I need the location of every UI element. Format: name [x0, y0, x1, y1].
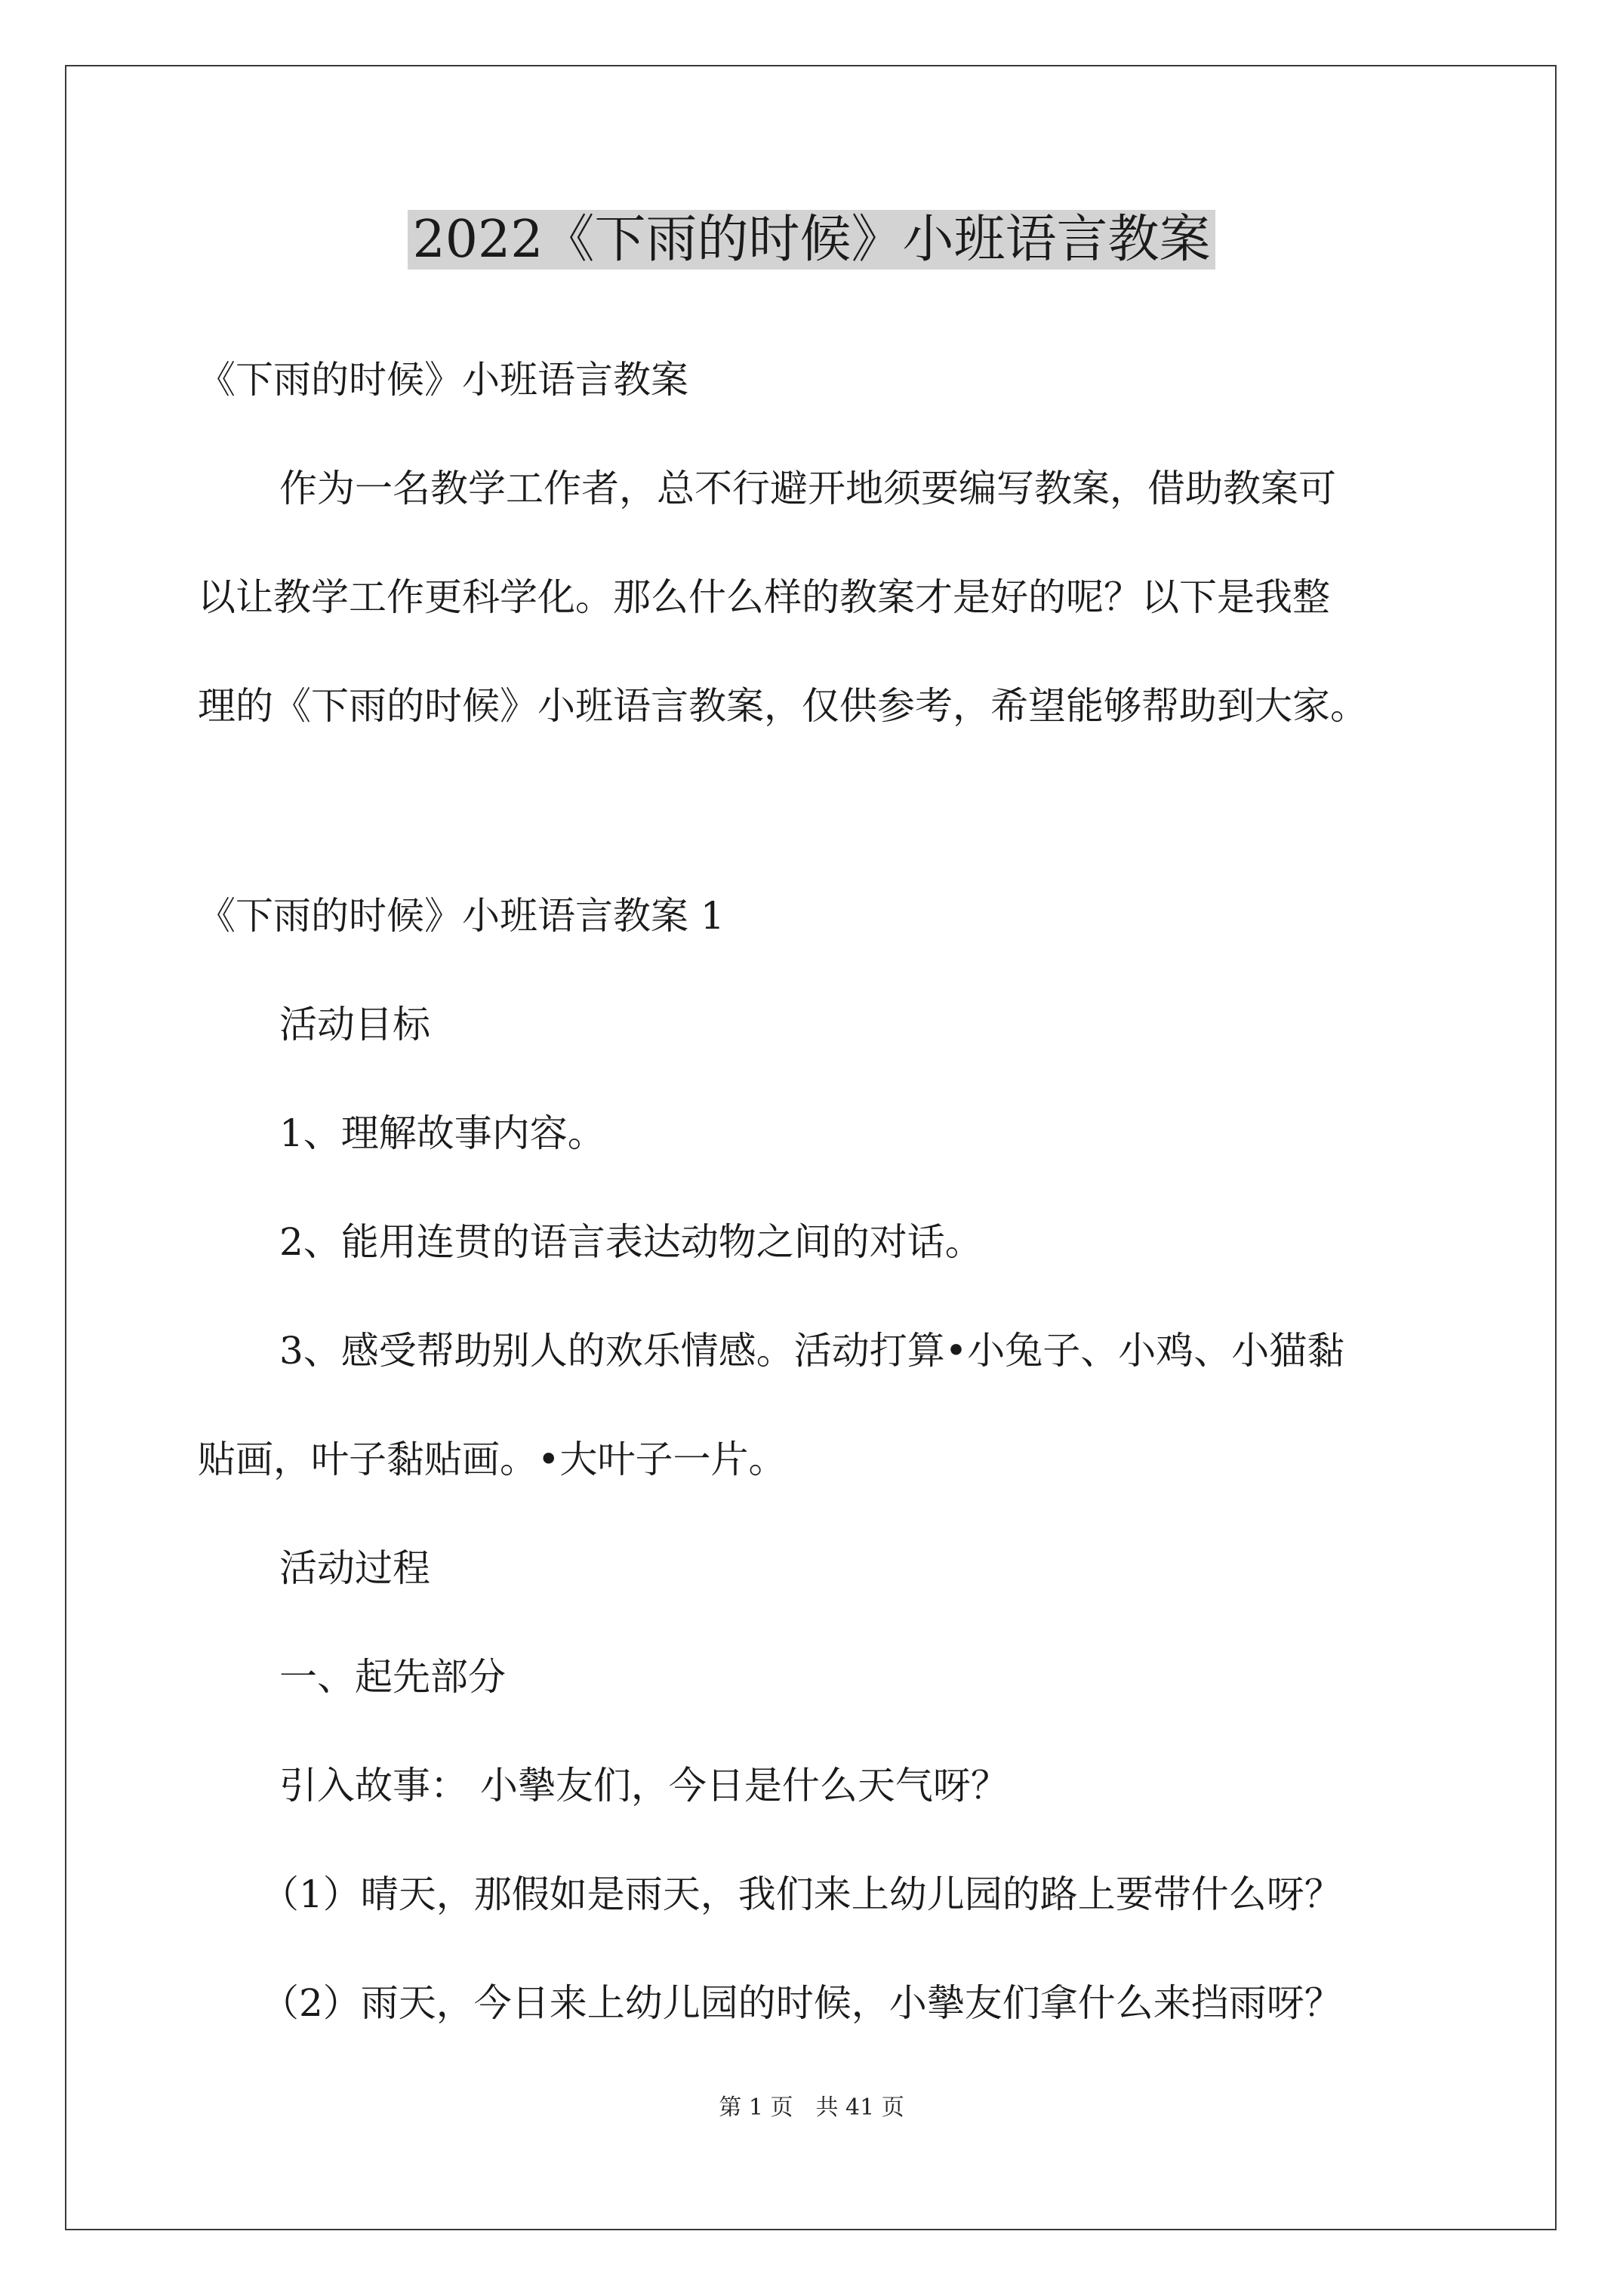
question-1: （1）晴天，那假如是雨天，我们来上幼儿园的路上要带什么呀？: [261, 1872, 1342, 1916]
document-title-text: 2022《下雨的时候》小班语言教案: [408, 210, 1215, 270]
intro-story: 引入故事： 小摰友们，今日是什么天气呀？: [279, 1764, 1009, 1808]
goal-item-3: 3、感受帮助别人的欢乐情感。活动打算•小兔子、小鸡、小猫黏: [279, 1329, 1345, 1373]
process-heading: 活动过程: [279, 1546, 430, 1590]
goal-item-2: 2、能用连贯的语言表达动物之间的对话。: [279, 1220, 983, 1264]
question-2: （2）雨天，今日来上幼儿园的时候，小摰友们拿什么来挡雨呀？: [261, 1981, 1342, 2025]
intro-line-1: 作为一名教学工作者，总不行避开地须要编写教案，借助教案可: [279, 467, 1336, 510]
part-one-heading: 一、起先部分: [279, 1655, 506, 1699]
intro-line-2: 以让教学工作更科学化。那么什么样的教案才是好的呢？以下是我整: [198, 575, 1330, 619]
goal-item-1: 1、理解故事内容。: [279, 1111, 605, 1155]
goal-item-3-continuation: 贴画，叶子黏贴画。•大叶子一片。: [198, 1438, 787, 1481]
page-footer: 第 1 页 共 41 页: [719, 2094, 904, 2121]
goals-heading: 活动目标: [279, 1003, 430, 1046]
document-title: [0, 202, 1623, 278]
subtitle: 《下雨的时候》小班语言教案: [198, 358, 688, 402]
section-heading: 《下雨的时候》小班语言教案 1: [198, 894, 725, 938]
intro-line-3: 理的《下雨的时候》小班语言教案，仅供参考，希望能够帮助到大家。: [198, 684, 1368, 728]
